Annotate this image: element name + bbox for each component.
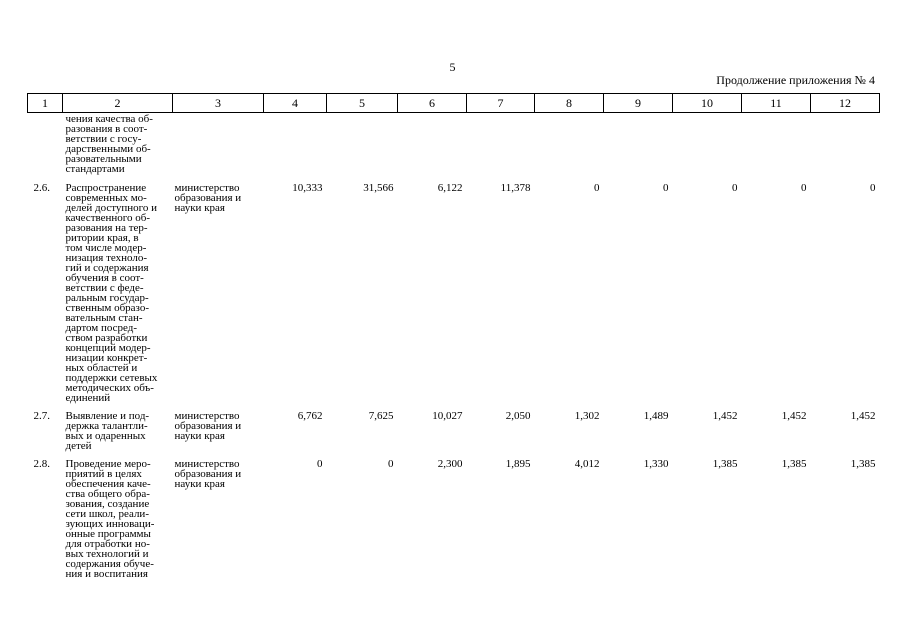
column-header: 2 — [63, 94, 173, 113]
table-row — [28, 174, 880, 403]
page-number: 5 — [449, 60, 456, 74]
measure-name-text: Выявление и под- держка талантли- вых и одаренных детей — [65, 410, 150, 452]
value-cell: 2,300 — [437, 458, 463, 470]
measure-name — [63, 174, 173, 403]
value-cell: 1,385 — [781, 458, 807, 470]
header-row — [28, 94, 880, 113]
row-number: 2.7. — [33, 410, 50, 422]
value-cell: 31,566 — [363, 182, 394, 194]
column-header: 12 — [811, 94, 880, 113]
value-cell — [604, 113, 673, 175]
value-cell: 1,452 — [850, 410, 876, 422]
value-cell: 6,122 — [437, 182, 463, 194]
value-cell: 1,452 — [712, 410, 738, 422]
row-number: 2.6. — [33, 182, 50, 194]
value-cell: 1,302 — [574, 410, 600, 422]
value-cell — [327, 113, 398, 175]
row-number — [28, 113, 63, 175]
value-cell — [264, 113, 327, 175]
column-header: 8 — [535, 94, 604, 113]
column-header: 5 — [327, 94, 398, 113]
column-header: 6 — [398, 94, 467, 113]
value-cell: 0 — [870, 182, 876, 194]
executor — [173, 113, 264, 175]
value-cell: 11,378 — [500, 182, 531, 194]
value-cell: 2,050 — [505, 410, 531, 422]
value-cell — [467, 113, 535, 175]
measure-name — [63, 403, 173, 451]
value-cell: 0 — [594, 182, 600, 194]
value-cell: 1,385 — [850, 458, 876, 470]
measure-name — [63, 113, 173, 175]
value-cell: 1,489 — [643, 410, 669, 422]
table-header — [28, 94, 880, 113]
row-number: 2.8. — [33, 458, 50, 470]
value-cell — [811, 113, 880, 175]
table-row — [28, 451, 880, 579]
executor-text: министерство образования и науки края — [174, 182, 242, 214]
value-cell: 1,452 — [781, 410, 807, 422]
value-cell: 7,625 — [368, 410, 394, 422]
executor — [173, 403, 264, 451]
value-cell: 0 — [317, 458, 323, 470]
value-cell: 10,333 — [292, 182, 323, 194]
appendix-continuation-label: Продолжение приложения № 4 — [716, 73, 875, 87]
column-header: 9 — [604, 94, 673, 113]
measure-name-text: Проведение меро- приятий в целях обеспечения каче- ства общего обра- зования, создание сети школ, реали- зующих инноваци- онные программы для отработки но- вых технологий и содержания обуче- ния и воспитания — [65, 458, 155, 580]
value-cell — [742, 113, 811, 175]
executor — [173, 451, 264, 579]
value-cell: 0 — [801, 182, 807, 194]
column-header: 7 — [467, 94, 535, 113]
value-cell: 1,330 — [643, 458, 669, 470]
value-cell: 0 — [388, 458, 394, 470]
value-cell — [398, 113, 467, 175]
value-cell — [535, 113, 604, 175]
column-header: 3 — [173, 94, 264, 113]
column-header: 4 — [264, 94, 327, 113]
value-cell: 10,027 — [432, 410, 463, 422]
value-cell: 6,762 — [297, 410, 323, 422]
table-row — [28, 113, 880, 175]
appendix-table — [27, 93, 880, 579]
column-header: 11 — [742, 94, 811, 113]
measure-name-text: чения качества об- разования в соот- ветствии с госу- дарственными об- разовательными стандартами — [65, 113, 153, 175]
value-cell — [673, 113, 742, 175]
value-cell: 0 — [732, 182, 738, 194]
value-cell: 1,385 — [712, 458, 738, 470]
measure-name — [63, 451, 173, 579]
executor-text: министерство образования и науки края — [174, 458, 242, 490]
executor — [173, 174, 264, 403]
value-cell: 4,012 — [574, 458, 600, 470]
measure-name-text: Распространение современных мо- делей доступного и качественного об- разования на тер- ритории края, в том числе модер- низация техноло- гий и содержания обучения в соот- ветствии с феде- ральным государ- ственным образо- вательным стан- дартом посред- ством разработки концепций модер- низации конкрет- ных областей и поддержки сетевых методических объ- единений — [65, 182, 158, 404]
column-header: 10 — [673, 94, 742, 113]
table-row — [28, 403, 880, 451]
value-cell: 0 — [663, 182, 669, 194]
executor-text: министерство образования и науки края — [174, 410, 242, 442]
value-cell: 1,895 — [505, 458, 531, 470]
column-header: 1 — [28, 94, 63, 113]
